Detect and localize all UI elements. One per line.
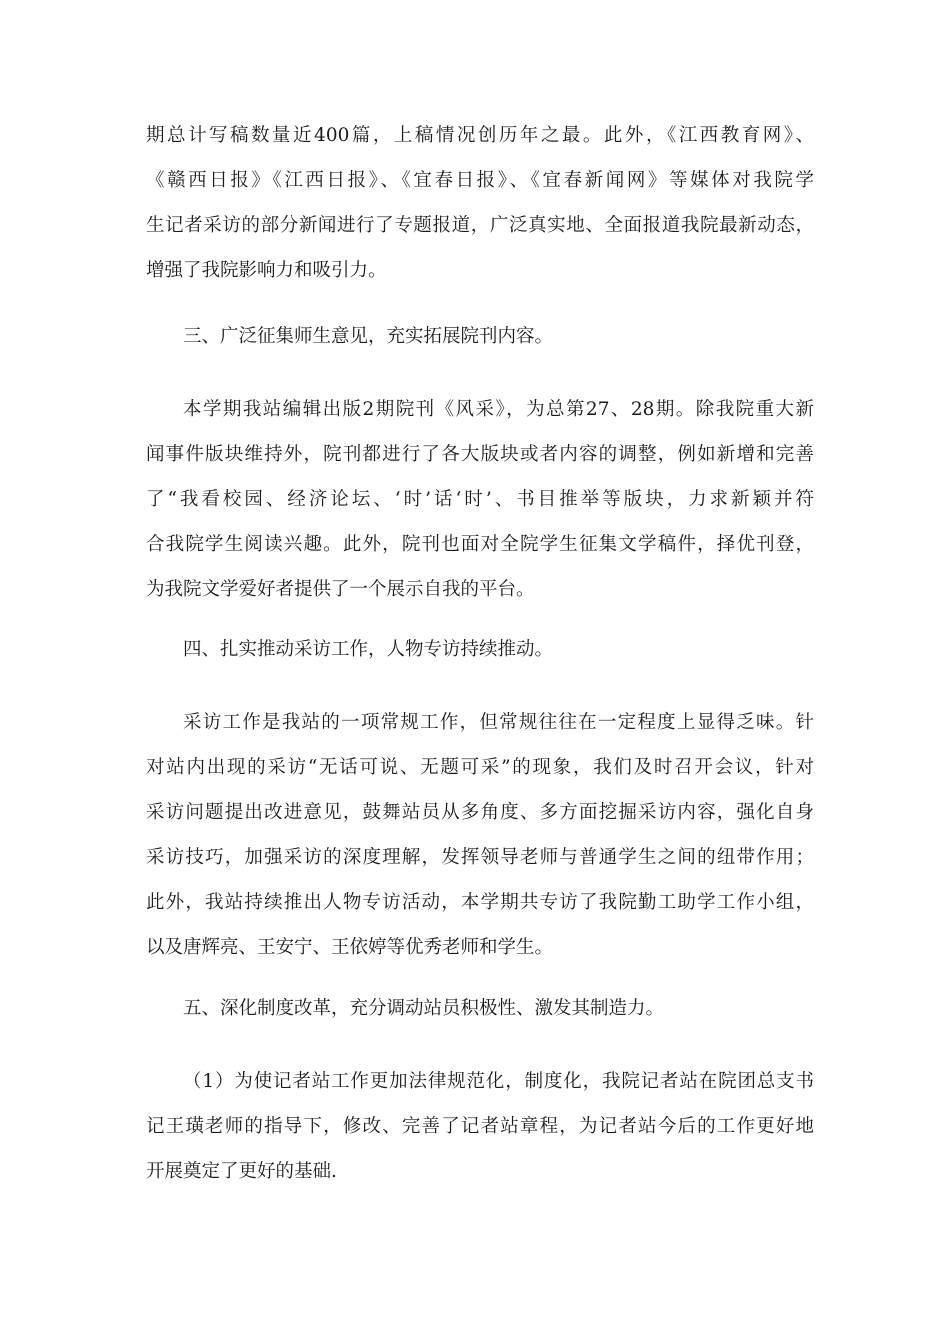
section-heading-4: 四、扎实推动采访工作，人物专访持续推动。 xyxy=(183,639,554,660)
paragraph-media-coverage xyxy=(146,113,814,293)
text-line: 此外，我站持续推出人物专访活动，本学期共专访了我院勤工助学工作小组， xyxy=(146,892,814,913)
text-line: （1）为使记者站工作更加法律规范化，制度化，我院记者站在院团总支书 xyxy=(183,1071,814,1092)
paragraph-journal xyxy=(146,387,814,612)
text-line: 采访工作是我站的一项常规工作，但常规往往在一定程度上显得乏味。针 xyxy=(183,712,814,733)
text-line: 记王璜老师的指导下，修改、完善了记者站章程，为记者站今后的工作更好地 xyxy=(146,1116,814,1137)
text-line: 本学期我站编辑出版2期院刊《风采》，为总第27、28期。除我院重大新 xyxy=(183,399,814,420)
text-line: 闻事件版块维持外，院刊都进行了各大版块或者内容的调整，例如新增和完善 xyxy=(146,444,814,465)
text-line: 《赣西日报》《江西日报》、《宜春日报》、《宜春新闻网》等媒体对我院学 xyxy=(146,170,814,191)
text-line: 以及唐辉亮、王安宁、王依婷等优秀老师和学生。 xyxy=(146,937,554,958)
text-line: 为我院文学爱好者提供了一个展示自我的平台。 xyxy=(146,579,535,600)
text-line: 生记者采访的部分新闻进行了专题报道，广泛真实地、全面报道我院最新动态， xyxy=(146,215,814,236)
text-line: 了“我看校园、经济论坛、‘时’话‘时’、书目推举等版块，力求新颖并符 xyxy=(146,489,814,510)
text-line: 采访技巧，加强采访的深度理解，发挥领导老师与普通学生之间的纽带作用； xyxy=(146,847,814,868)
text-line: 对站内出现的采访“无话可说、无题可采”的现象，我们及时召开会议，针对 xyxy=(146,757,814,778)
paragraph-reform xyxy=(146,1059,814,1194)
section-heading-5: 五、深化制度改革，充分调动站员积极性、激发其制造力。 xyxy=(183,998,665,1019)
text-line: 合我院学生阅读兴趣。此外，院刊也面对全院学生征集文学稿件，择优刊登， xyxy=(146,534,814,555)
text-line: 期总计写稿数量近400篇，上稿情况创历年之最。此外，《江西教育网》、 xyxy=(146,125,814,146)
text-line: 开展奠定了更好的基础. xyxy=(146,1161,337,1182)
section-heading-3: 三、广泛征集师生意见，充实拓展院刊内容。 xyxy=(183,326,554,347)
text-line: 采访问题提出改进意见，鼓舞站员从多角度、多方面挖掘采访内容，强化自身 xyxy=(146,802,814,823)
paragraph-interviews xyxy=(146,700,814,970)
text-line: 增强了我院影响力和吸引力。 xyxy=(146,260,387,281)
